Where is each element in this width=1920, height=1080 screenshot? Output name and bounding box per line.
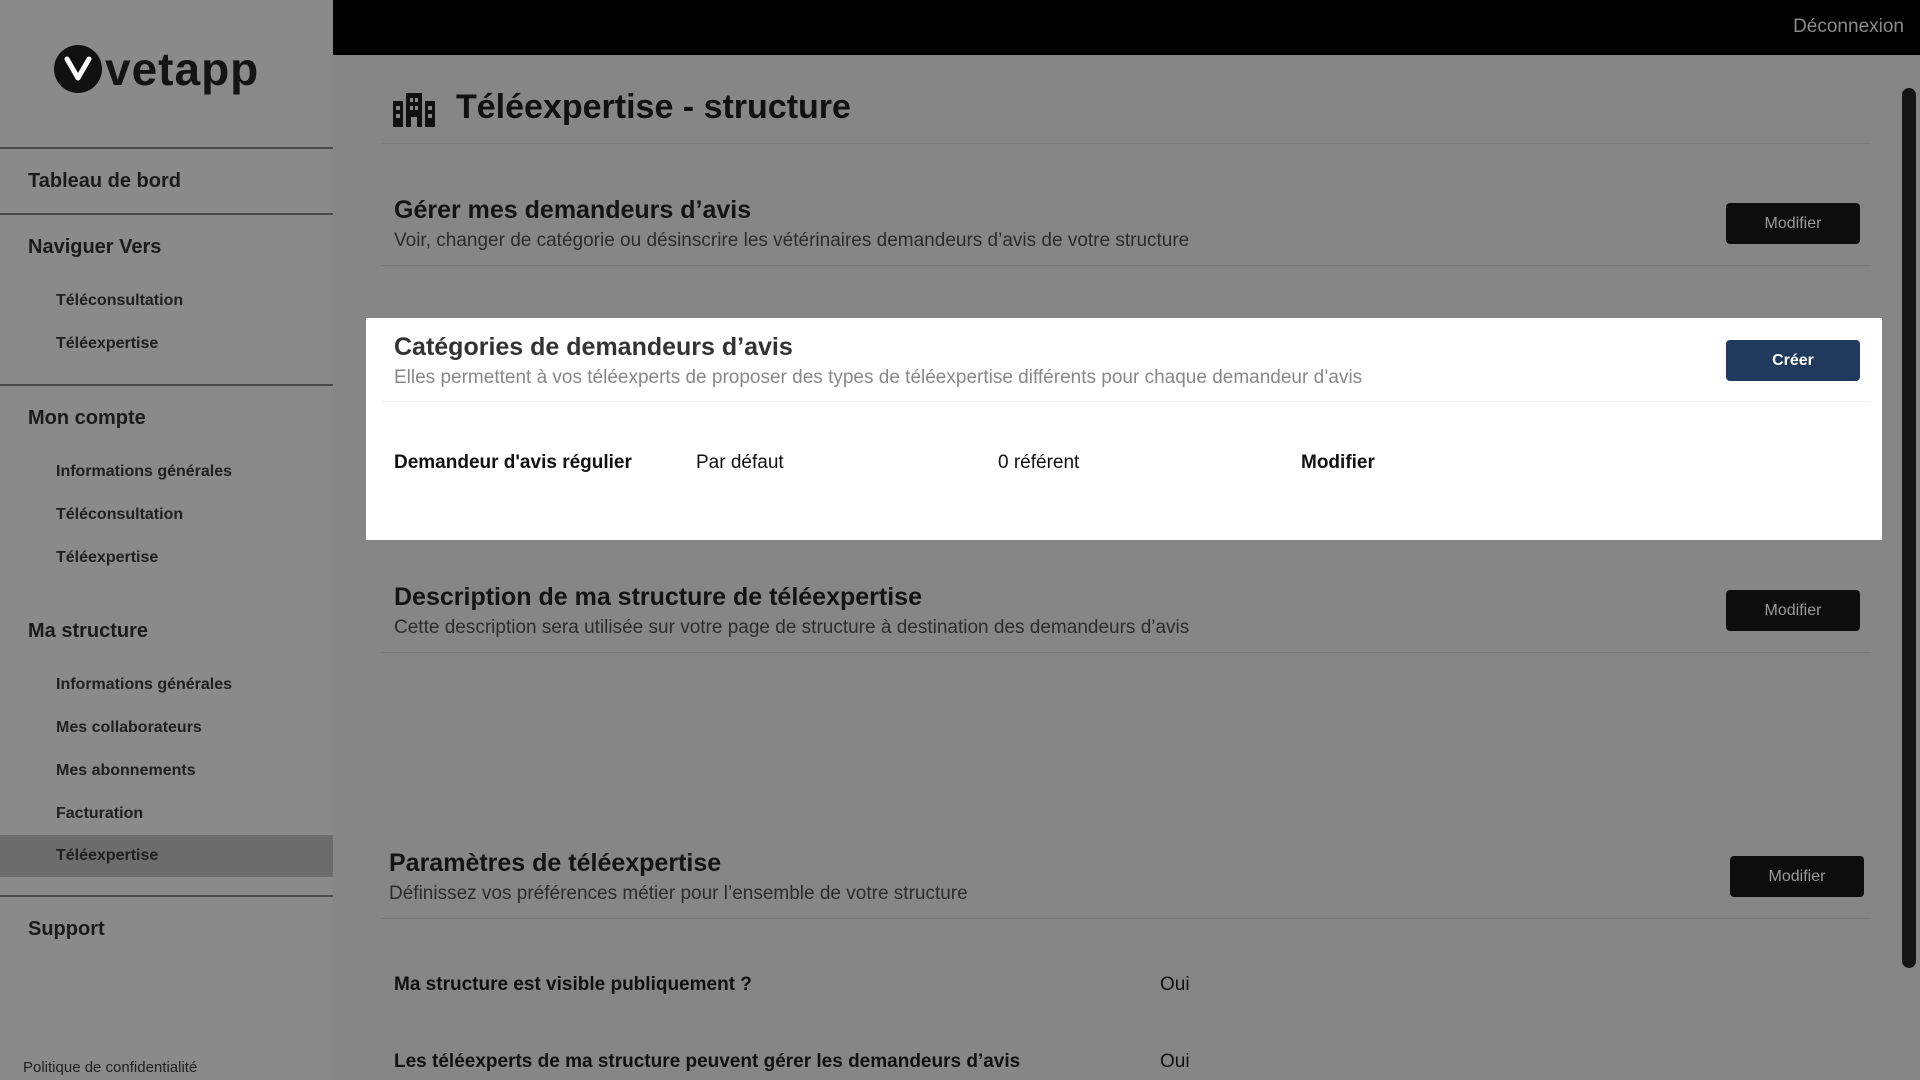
sidebar-item-support[interactable]: Support	[28, 918, 105, 940]
section-divider	[381, 918, 1871, 919]
structure-description-title: Description de ma structure de téléexpertise	[394, 583, 922, 611]
logo-text: vetapp	[105, 43, 260, 95]
create-category-button[interactable]: Créer	[1726, 340, 1860, 381]
param-question: Ma structure est visible publiquement ?	[394, 974, 752, 995]
sidebar-item-dashboard[interactable]: Tableau de bord	[28, 170, 181, 192]
sidebar-divider	[0, 213, 333, 215]
sidebar-item-navigate-teleconsultation[interactable]: Téléconsultation	[56, 292, 184, 309]
category-name: Demandeur d'avis régulier	[394, 452, 632, 473]
sidebar-section-navigate: Naviguer Vers	[28, 236, 162, 258]
structure-description-modify-button[interactable]: Modifier	[1726, 590, 1860, 631]
privacy-policy-link[interactable]: Politique de confidentialité	[23, 1059, 198, 1076]
category-type: Par défaut	[696, 452, 784, 473]
scrollbar-thumb[interactable]	[1902, 88, 1916, 968]
teleexpertise-params-modify-button[interactable]: Modifier	[1730, 856, 1864, 897]
param-answer: Oui	[1160, 1051, 1190, 1072]
sidebar-item-account-teleexpertise[interactable]: Téléexpertise	[56, 549, 159, 566]
sidebar-divider	[0, 895, 333, 897]
category-modify-link[interactable]: Modifier	[1301, 452, 1375, 473]
category-referent-count: 0 référent	[998, 452, 1080, 473]
page-title: Téléexpertise - structure	[456, 88, 851, 126]
building-icon	[393, 93, 435, 132]
sidebar-divider	[0, 147, 333, 149]
categories-title: Catégories de demandeurs d’avis	[394, 333, 793, 361]
sidebar-section-structure: Ma structure	[28, 620, 149, 642]
categories-divider	[381, 401, 1871, 402]
logo-v-icon	[54, 45, 102, 93]
manage-requesters-title: Gérer mes demandeurs d’avis	[394, 196, 752, 224]
structure-description-desc: Cette description sera utilisée sur votre page de structure à destination des demandeurs d’avis	[394, 617, 1190, 638]
sidebar-item-structure-subscriptions[interactable]: Mes abonnements	[56, 762, 196, 779]
sidebar-item-account-teleconsultation[interactable]: Téléconsultation	[56, 506, 184, 523]
logout-link[interactable]: Déconnexion	[1793, 16, 1904, 37]
vetapp-logo[interactable]	[54, 42, 259, 96]
section-divider	[381, 265, 1871, 266]
top-bar	[333, 0, 1920, 55]
title-divider	[381, 143, 1871, 144]
sidebar-item-structure-teleexpertise[interactable]: Téléexpertise	[56, 847, 159, 864]
sidebar-item-structure-info[interactable]: Informations générales	[56, 676, 233, 693]
teleexpertise-params-desc: Définissez vos préférences métier pour l’ensemble de votre structure	[389, 883, 968, 904]
categories-desc: Elles permettent à vos téléexperts de proposer des types de téléexpertise différents pour chaque demandeur d’avis	[394, 367, 1363, 388]
manage-requesters-desc: Voir, changer de catégorie ou désinscrire les vétérinaires demandeurs d’avis de votre structure	[394, 230, 1190, 251]
section-divider	[381, 652, 1871, 653]
sidebar	[0, 0, 333, 1080]
sidebar-item-navigate-teleexpertise[interactable]: Téléexpertise	[56, 335, 159, 352]
sidebar-active-highlight	[0, 835, 333, 877]
sidebar-item-structure-collaborators[interactable]: Mes collaborateurs	[56, 719, 202, 736]
teleexpertise-params-title: Paramètres de téléexpertise	[389, 849, 722, 877]
param-question: Les téléexperts de ma structure peuvent gérer les demandeurs d’avis	[394, 1051, 1021, 1072]
sidebar-item-account-info[interactable]: Informations générales	[56, 463, 233, 480]
sidebar-item-structure-billing[interactable]: Facturation	[56, 805, 144, 822]
manage-requesters-modify-button[interactable]: Modifier	[1726, 203, 1860, 244]
sidebar-section-account: Mon compte	[28, 407, 146, 429]
sidebar-divider	[0, 384, 333, 386]
param-answer: Oui	[1160, 974, 1190, 995]
